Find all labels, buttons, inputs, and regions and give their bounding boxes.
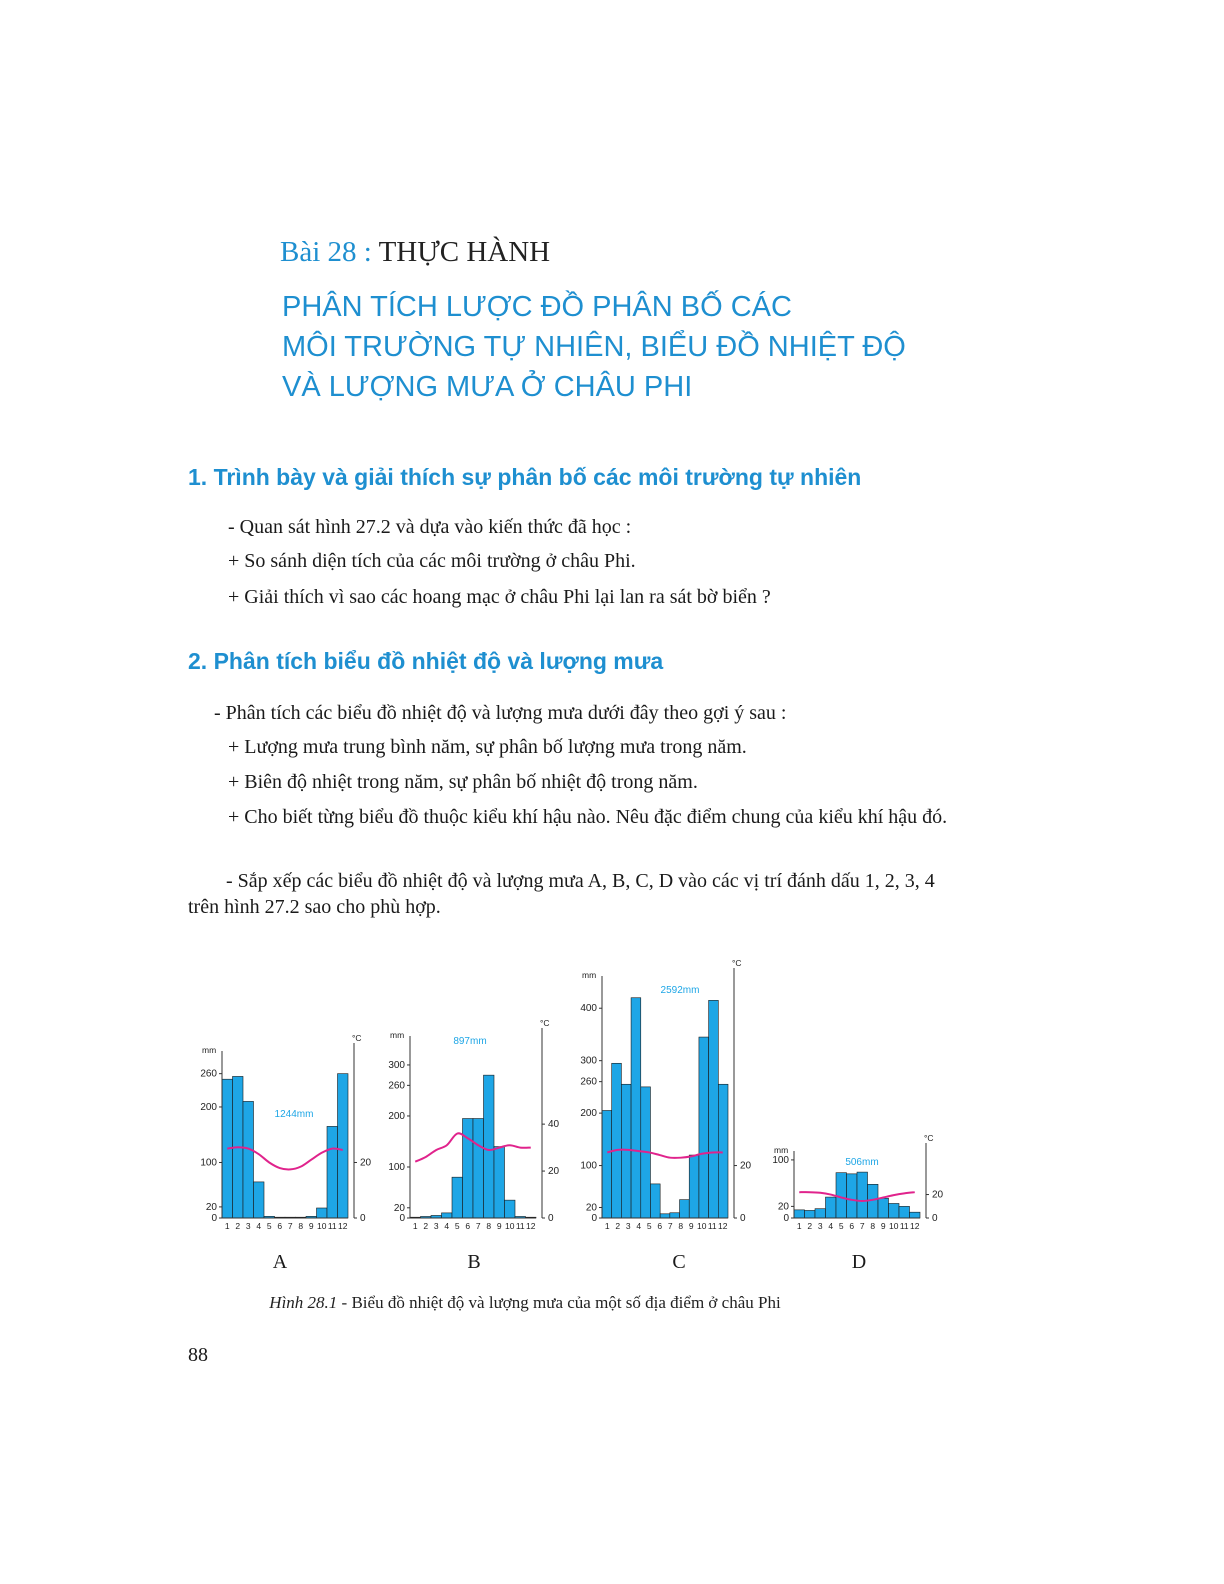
temp-tick-label: 0 (740, 1213, 746, 1224)
rain-tick-label: 20 (585, 1202, 597, 1214)
rain-bar (857, 1172, 868, 1218)
lesson-kind: THỰC HÀNH (378, 236, 551, 268)
subtitle-line: MÔI TRƯỜNG TỰ NHIÊN, BIỂU ĐỒ NHIỆT ĐỘ (282, 331, 906, 363)
month-label: 2 (807, 1221, 813, 1231)
temp-unit: °C (924, 1133, 934, 1143)
rain-bar (805, 1210, 816, 1218)
section-1-line: + So sánh diện tích của các môi trường ở châu Phi. (228, 550, 636, 572)
month-label: 11 (515, 1221, 525, 1231)
month-label: 4 (444, 1221, 450, 1231)
month-label: 3 (625, 1221, 631, 1231)
climate-chart-a (190, 1035, 370, 1235)
rain-tick-label: 200 (580, 1108, 597, 1120)
month-label: 9 (688, 1221, 694, 1231)
rain-tick-label: 100 (772, 1154, 789, 1166)
month-label: 7 (859, 1221, 865, 1231)
rain-bar (602, 1110, 612, 1218)
month-label: 2 (423, 1221, 429, 1231)
month-label: 2 (235, 1221, 241, 1231)
section-1-heading: 1. Trình bày và giải thích sự phân bố các môi trường tự nhiên (188, 464, 862, 490)
month-label: 12 (338, 1221, 348, 1231)
section-1-line: + Giải thích vì sao các hoang mạc ở châu Phi lại lan ra sát bờ biển ? (228, 586, 771, 608)
rain-tick-label: 0 (783, 1213, 789, 1224)
rain-bar (621, 1084, 631, 1218)
rain-bar (889, 1203, 900, 1218)
rain-bar (847, 1174, 858, 1218)
lesson-number: Bài 28 : (280, 236, 372, 268)
month-label: 1 (224, 1221, 230, 1231)
month-label: 5 (266, 1221, 272, 1231)
rain-tick-label: 0 (211, 1213, 217, 1224)
rain-tick-label: 20 (393, 1202, 405, 1214)
rain-tick-label: 20 (777, 1201, 789, 1213)
month-label: 5 (838, 1221, 844, 1231)
month-label: 6 (849, 1221, 855, 1231)
rain-bar (452, 1177, 463, 1218)
month-label: 6 (465, 1221, 471, 1231)
rain-bar (317, 1208, 328, 1218)
rain-tick-label: 20 (205, 1201, 217, 1213)
temp-tick-label: 0 (548, 1213, 554, 1224)
rain-bar (815, 1209, 826, 1218)
rain-unit: mm (774, 1145, 789, 1155)
subtitle-line: VÀ LƯỢNG MƯA Ở CHÂU PHI (282, 371, 693, 403)
total-rainfall: 897mm (453, 1036, 487, 1047)
rain-tick-label: 260 (388, 1080, 405, 1092)
climate-chart-d (762, 1135, 952, 1235)
rain-bar (836, 1173, 847, 1218)
rain-tick-label: 260 (200, 1068, 217, 1080)
rain-tick-label: 400 (580, 1003, 597, 1015)
figure-caption-text: - Biểu đồ nhiệt độ và lượng mưa của một số địa điểm ở châu Phi (337, 1293, 781, 1312)
rain-bar (327, 1126, 338, 1218)
month-label: 7 (475, 1221, 481, 1231)
rain-tick-label: 0 (399, 1213, 405, 1224)
month-label: 8 (298, 1221, 304, 1231)
month-label: 9 (308, 1221, 314, 1231)
month-label: 7 (287, 1221, 293, 1231)
month-label: 10 (317, 1221, 327, 1231)
month-label: 4 (636, 1221, 642, 1231)
rain-tick-label: 300 (388, 1059, 405, 1071)
rain-bar (243, 1101, 254, 1218)
rain-bar (899, 1206, 910, 1218)
month-label: 3 (245, 1221, 251, 1231)
rain-bar (612, 1063, 622, 1218)
rain-bar (484, 1075, 495, 1218)
temp-unit: °C (352, 1033, 362, 1043)
section-2-line: + Biên độ nhiệt trong năm, sự phân bố nhiệt độ trong năm. (228, 771, 698, 793)
month-label: 8 (678, 1221, 684, 1231)
chart-label-c: C (672, 1251, 686, 1273)
month-label: 8 (870, 1221, 876, 1231)
rain-bar (689, 1155, 699, 1218)
rain-tick-label: 100 (388, 1161, 405, 1173)
month-label: 11 (327, 1221, 337, 1231)
month-label: 5 (646, 1221, 652, 1231)
rain-bar (254, 1182, 265, 1218)
rain-unit: mm (202, 1045, 217, 1055)
month-label: 10 (697, 1221, 707, 1231)
section-2-line: - Sắp xếp các biểu đồ nhiệt độ và lượng mưa A, B, C, D vào các vị trí đánh dấu 1, 2, 3, 4 trên hình 27.2 sao cho phù hợp. (188, 870, 935, 918)
month-label: 5 (454, 1221, 460, 1231)
temp-tick-label: 20 (932, 1189, 944, 1201)
month-label: 12 (718, 1221, 728, 1231)
temp-tick-label: 20 (740, 1160, 752, 1172)
rain-bar (699, 1037, 709, 1218)
page-number: 88 (188, 1344, 208, 1366)
rain-bar (709, 1000, 719, 1218)
rain-bar (878, 1198, 889, 1218)
month-label: 8 (486, 1221, 492, 1231)
rain-unit: mm (390, 1030, 405, 1040)
rain-bar (494, 1147, 505, 1218)
temp-tick-label: 20 (360, 1157, 372, 1169)
month-label: 1 (604, 1221, 610, 1231)
temp-unit: °C (540, 1018, 550, 1028)
section-2-heading: 2. Phân tích biểu đồ nhiệt độ và lượng mưa (188, 648, 664, 674)
month-label: 4 (256, 1221, 262, 1231)
figure-number: Hình 28.1 (269, 1293, 338, 1312)
month-label: 7 (667, 1221, 673, 1231)
chart-label-b: B (467, 1251, 481, 1273)
total-rainfall: 506mm (845, 1157, 879, 1168)
rain-bar (631, 998, 641, 1218)
rain-tick-label: 300 (580, 1055, 597, 1067)
section-2-line: - Phân tích các biểu đồ nhiệt độ và lượng mưa dưới đây theo gợi ý sau : (214, 702, 787, 724)
rain-tick-label: 200 (200, 1101, 217, 1113)
month-label: 4 (828, 1221, 834, 1231)
rain-bar (910, 1212, 921, 1218)
month-label: 12 (526, 1221, 536, 1231)
month-label: 11 (899, 1221, 909, 1231)
figure-caption (0, 1293, 1050, 1313)
month-label: 3 (433, 1221, 439, 1231)
rain-bar (473, 1119, 484, 1218)
month-label: 9 (496, 1221, 502, 1231)
climate-chart-c (570, 960, 760, 1235)
temp-tick-label: 0 (932, 1213, 938, 1224)
rain-tick-label: 260 (580, 1076, 597, 1088)
rain-tick-label: 100 (200, 1157, 217, 1169)
month-label: 6 (657, 1221, 663, 1231)
month-label: 1 (412, 1221, 418, 1231)
rain-tick-label: 0 (591, 1213, 597, 1224)
month-label: 9 (880, 1221, 886, 1231)
lesson-title (280, 236, 550, 269)
chart-label-d: D (851, 1251, 867, 1273)
total-rainfall: 1244mm (274, 1108, 314, 1120)
month-label: 6 (277, 1221, 283, 1231)
rain-bar (680, 1200, 690, 1218)
rain-bar (463, 1119, 474, 1218)
month-label: 1 (796, 1221, 802, 1231)
subtitle-line: PHÂN TÍCH LƯỢC ĐỒ PHÂN BỐ CÁC (282, 291, 792, 323)
rain-unit: mm (582, 970, 597, 980)
rain-bar (650, 1184, 660, 1218)
temp-unit: °C (732, 958, 742, 968)
rain-bar (826, 1197, 837, 1218)
rain-bar (670, 1213, 680, 1218)
rain-bar (794, 1210, 805, 1218)
rain-bar (505, 1200, 516, 1218)
rain-tick-label: 200 (388, 1110, 405, 1122)
month-label: 2 (615, 1221, 621, 1231)
month-label: 10 (505, 1221, 515, 1231)
section-2-line: + Lượng mưa trung bình năm, sự phân bố lượng mưa trong năm. (228, 736, 747, 758)
month-label: 3 (817, 1221, 823, 1231)
section-1-line: - Quan sát hình 27.2 và dựa vào kiến thức đã học : (228, 516, 632, 538)
month-label: 12 (910, 1221, 920, 1231)
temp-tick-label: 40 (548, 1119, 560, 1131)
temp-tick-label: 0 (360, 1213, 366, 1224)
rain-tick-label: 100 (580, 1160, 597, 1172)
total-rainfall: 2592mm (660, 985, 700, 996)
chart-label-a: A (272, 1251, 288, 1273)
month-label: 11 (707, 1221, 717, 1231)
section-2-line: + Cho biết từng biểu đồ thuộc kiểu khí hậu nào. Nêu đặc điểm chung của kiểu khí hậu đó. (228, 806, 948, 828)
rain-bar (718, 1084, 728, 1218)
temp-tick-label: 20 (548, 1166, 560, 1178)
rain-bar (338, 1074, 349, 1218)
month-label: 10 (889, 1221, 899, 1231)
rain-bar (442, 1213, 453, 1218)
rain-bar (660, 1214, 670, 1218)
lesson-subtitle (282, 287, 906, 407)
climate-chart-b (378, 1020, 568, 1235)
